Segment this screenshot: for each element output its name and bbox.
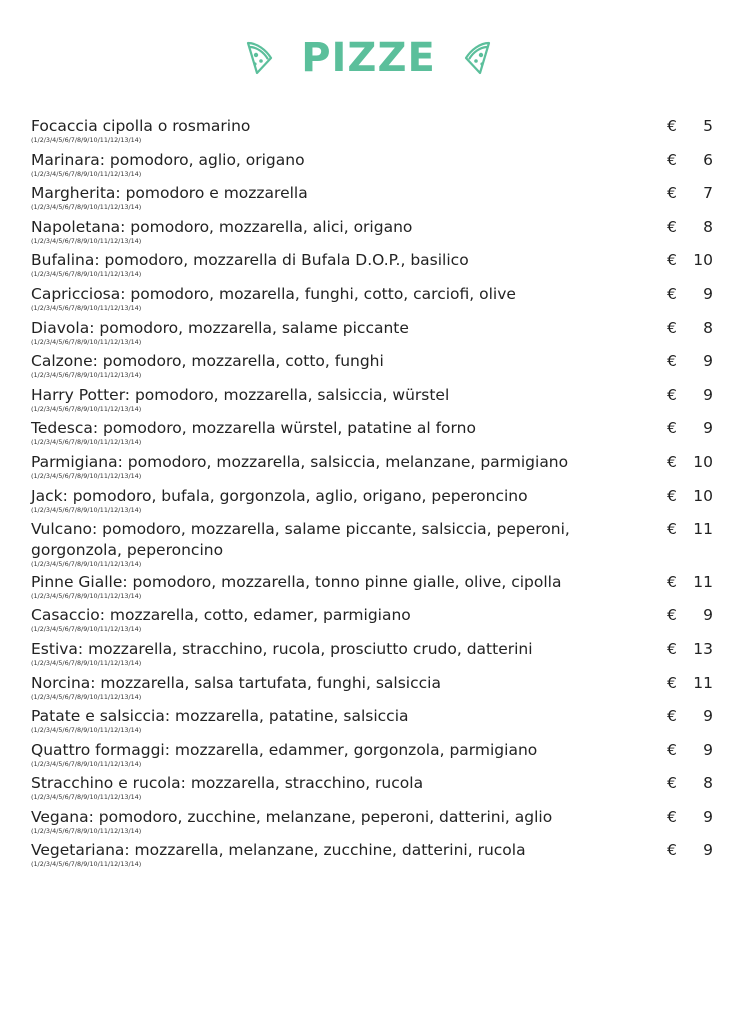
menu-item-price xyxy=(667,385,713,406)
menu-item-description: Vegana: pomodoro, zucchine, melanzane, peperoni, datterini, aglio xyxy=(31,807,553,826)
price-amount: 10 xyxy=(693,486,713,505)
menu-item xyxy=(31,840,713,874)
menu-item-description: Stracchino e rucola: mozzarella, stracchino, rucola xyxy=(31,774,424,793)
menu-item-allergens: (1/2/3/4/5/6/7/8/9/10/11/12/13/14) xyxy=(31,404,142,413)
page-header xyxy=(0,30,737,86)
menu-item-price xyxy=(667,673,713,694)
menu-item xyxy=(31,773,713,807)
menu-item-allergens: (1/2/3/4/5/6/7/8/9/10/11/12/13/14) xyxy=(31,203,142,212)
price-amount: 9 xyxy=(703,352,713,371)
menu-item xyxy=(31,740,713,774)
menu-item-text xyxy=(31,673,631,705)
pizza-menu-list xyxy=(31,116,713,874)
menu-item-allergens: (1/2/3/4/5/6/7/8/9/10/11/12/13/14) xyxy=(31,438,142,447)
menu-item-description: Estiva: mozzarella, stracchino, rucola, prosciutto crudo, datterini xyxy=(31,639,533,658)
menu-item-price xyxy=(667,486,713,507)
currency-symbol: € xyxy=(667,184,677,203)
currency-symbol: € xyxy=(667,707,677,726)
menu-item xyxy=(31,250,713,284)
currency-symbol: € xyxy=(667,419,677,438)
menu-item-allergens: (1/2/3/4/5/6/7/8/9/10/11/12/13/14) xyxy=(31,591,142,600)
menu-item-allergens: (1/2/3/4/5/6/7/8/9/10/11/12/13/14) xyxy=(31,658,142,667)
menu-item-description: Parmigiana: pomodoro, mozzarella, salsiccia, melanzane, parmigiano xyxy=(31,452,569,471)
menu-item xyxy=(31,217,713,251)
menu-item-allergens: (1/2/3/4/5/6/7/8/9/10/11/12/13/14) xyxy=(31,136,142,144)
currency-symbol: € xyxy=(667,150,677,169)
currency-symbol: € xyxy=(667,774,677,793)
menu-item-allergens: (1/2/3/4/5/6/7/8/9/10/11/12/13/14) xyxy=(31,692,142,701)
menu-item-price xyxy=(667,418,713,439)
menu-item xyxy=(31,418,713,452)
price-amount: 9 xyxy=(703,707,713,726)
menu-item-allergens: (1/2/3/4/5/6/7/8/9/10/11/12/13/14) xyxy=(31,560,142,569)
menu-item-text xyxy=(31,740,631,772)
currency-symbol: € xyxy=(667,117,677,135)
currency-symbol: € xyxy=(667,807,677,826)
menu-item-allergens: (1/2/3/4/5/6/7/8/9/10/11/12/13/14) xyxy=(31,505,142,514)
price-amount: 8 xyxy=(703,774,713,793)
price-amount: 9 xyxy=(703,807,713,826)
page-title: PIZZE xyxy=(301,35,436,81)
menu-item-allergens: (1/2/3/4/5/6/7/8/9/10/11/12/13/14) xyxy=(31,625,142,634)
price-amount: 9 xyxy=(703,740,713,759)
menu-item xyxy=(31,351,713,385)
menu-item-allergens: (1/2/3/4/5/6/7/8/9/10/11/12/13/14) xyxy=(31,169,142,178)
menu-item-text xyxy=(31,452,631,484)
menu-item-description: Vulcano: pomodoro, mozzarella, salame piccante, salsiccia, peperoni, gorgonzola, peperoncino xyxy=(31,520,570,560)
currency-symbol: € xyxy=(667,352,677,371)
price-amount: 10 xyxy=(693,452,713,471)
currency-symbol: € xyxy=(667,606,677,625)
menu-item-price xyxy=(667,519,713,540)
menu-item-description: Norcina: mozzarella, salsa tartufata, funghi, salsiccia xyxy=(31,673,441,692)
menu-item xyxy=(31,183,713,217)
currency-symbol: € xyxy=(667,639,677,658)
menu-item-description: Margherita: pomodoro e mozzarella xyxy=(31,184,308,203)
currency-symbol: € xyxy=(667,841,677,860)
menu-item-allergens: (1/2/3/4/5/6/7/8/9/10/11/12/13/14) xyxy=(31,860,142,869)
menu-item xyxy=(31,284,713,318)
price-amount: 9 xyxy=(703,419,713,438)
price-amount: 9 xyxy=(703,606,713,625)
menu-item xyxy=(31,486,713,520)
menu-item xyxy=(31,673,713,707)
menu-item-description: Bufalina: pomodoro, mozzarella di Bufala D.O.P., basilico xyxy=(31,251,469,270)
menu-item-price xyxy=(667,351,713,372)
menu-item-price xyxy=(667,452,713,473)
menu-item-price xyxy=(667,183,713,204)
menu-item-price xyxy=(667,773,713,794)
menu-item-price xyxy=(667,150,713,171)
price-amount: 9 xyxy=(703,385,713,404)
currency-symbol: € xyxy=(667,217,677,236)
menu-item-price xyxy=(667,250,713,271)
pizza-slice-icon xyxy=(239,40,275,76)
currency-symbol: € xyxy=(667,452,677,471)
currency-symbol: € xyxy=(667,572,677,591)
menu-item-text xyxy=(31,572,631,604)
menu-item-allergens: (1/2/3/4/5/6/7/8/9/10/11/12/13/14) xyxy=(31,270,142,279)
price-amount: 8 xyxy=(703,318,713,337)
menu-item-price xyxy=(667,572,713,593)
menu-item-text xyxy=(31,840,631,872)
price-amount: 11 xyxy=(693,520,713,539)
menu-item-text xyxy=(31,116,631,148)
menu-item-price xyxy=(667,807,713,828)
menu-item-text xyxy=(31,418,631,450)
menu-item xyxy=(31,452,713,486)
menu-item-description: Pinne Gialle: pomodoro, mozzarella, tonno pinne gialle, olive, cipolla xyxy=(31,572,562,591)
menu-item-text xyxy=(31,773,631,805)
menu-item-description: Napoletana: pomodoro, mozzarella, alici, origano xyxy=(31,217,413,236)
pizza-slice-icon xyxy=(462,40,498,76)
menu-item-price xyxy=(667,116,713,137)
menu-item xyxy=(31,706,713,740)
price-amount: 11 xyxy=(693,572,713,591)
currency-symbol: € xyxy=(667,284,677,303)
price-amount: 13 xyxy=(693,639,713,658)
price-amount: 11 xyxy=(693,673,713,692)
currency-symbol: € xyxy=(667,318,677,337)
menu-item-text xyxy=(31,385,631,417)
menu-item-description: Calzone: pomodoro, mozzarella, cotto, funghi xyxy=(31,352,384,371)
price-amount: 5 xyxy=(703,117,713,135)
menu-item-price xyxy=(667,284,713,305)
price-amount: 9 xyxy=(703,841,713,860)
menu-item-text xyxy=(31,318,631,350)
menu-item-price xyxy=(667,318,713,339)
menu-item-allergens: (1/2/3/4/5/6/7/8/9/10/11/12/13/14) xyxy=(31,236,142,245)
menu-item-allergens: (1/2/3/4/5/6/7/8/9/10/11/12/13/14) xyxy=(31,759,142,768)
menu-item-text xyxy=(31,284,631,316)
menu-item-description: Focaccia cipolla o rosmarino xyxy=(31,117,251,135)
price-amount: 9 xyxy=(703,284,713,303)
price-amount: 6 xyxy=(703,150,713,169)
price-amount: 7 xyxy=(703,184,713,203)
menu-item xyxy=(31,318,713,352)
menu-item-text xyxy=(31,486,631,518)
menu-item-text xyxy=(31,706,631,738)
menu-item-text xyxy=(31,351,631,383)
menu-item-text xyxy=(31,250,631,282)
currency-symbol: € xyxy=(667,673,677,692)
menu-item-text xyxy=(31,605,631,637)
menu-item-allergens: (1/2/3/4/5/6/7/8/9/10/11/12/13/14) xyxy=(31,371,142,380)
menu-item-text xyxy=(31,217,631,249)
menu-item-allergens: (1/2/3/4/5/6/7/8/9/10/11/12/13/14) xyxy=(31,726,142,735)
menu-item-description: Capricciosa: pomodoro, mozarella, funghi, cotto, carciofi, olive xyxy=(31,284,516,303)
menu-item xyxy=(31,639,713,673)
menu-item-description: Diavola: pomodoro, mozzarella, salame piccante xyxy=(31,318,409,337)
menu-item-description: Quattro formaggi: mozzarella, edammer, gorgonzola, parmigiano xyxy=(31,740,538,759)
menu-item-allergens: (1/2/3/4/5/6/7/8/9/10/11/12/13/14) xyxy=(31,793,142,802)
menu-item-text xyxy=(31,150,631,182)
menu-item-text xyxy=(31,519,631,572)
menu-item-price xyxy=(667,706,713,727)
menu-item xyxy=(31,519,713,572)
currency-symbol: € xyxy=(667,740,677,759)
menu-item-price xyxy=(667,840,713,861)
menu-item-allergens: (1/2/3/4/5/6/7/8/9/10/11/12/13/14) xyxy=(31,337,142,346)
menu-item-text xyxy=(31,183,631,215)
menu-item-description: Tedesca: pomodoro, mozzarella würstel, patatine al forno xyxy=(31,419,476,438)
menu-item-price xyxy=(667,639,713,660)
currency-symbol: € xyxy=(667,385,677,404)
currency-symbol: € xyxy=(667,251,677,270)
price-amount: 8 xyxy=(703,217,713,236)
menu-item xyxy=(31,807,713,841)
currency-symbol: € xyxy=(667,486,677,505)
menu-item-description: Marinara: pomodoro, aglio, origano xyxy=(31,150,305,169)
menu-item xyxy=(31,150,713,184)
menu-item-price xyxy=(667,740,713,761)
menu-item-description: Casaccio: mozzarella, cotto, edamer, parmigiano xyxy=(31,606,411,625)
menu-item-allergens: (1/2/3/4/5/6/7/8/9/10/11/12/13/14) xyxy=(31,471,142,480)
menu-item-price xyxy=(667,217,713,238)
price-amount: 10 xyxy=(693,251,713,270)
menu-item-description: Jack: pomodoro, bufala, gorgonzola, aglio, origano, peperoncino xyxy=(31,486,528,505)
menu-item-description: Vegetariana: mozzarella, melanzane, zucchine, datterini, rucola xyxy=(31,841,526,860)
menu-item-description: Patate e salsiccia: mozzarella, patatine, salsiccia xyxy=(31,707,409,726)
menu-item xyxy=(31,572,713,606)
menu-item-text xyxy=(31,807,631,839)
menu-item xyxy=(31,385,713,419)
currency-symbol: € xyxy=(667,520,677,539)
menu-item xyxy=(31,605,713,639)
menu-item xyxy=(31,116,713,150)
menu-item-allergens: (1/2/3/4/5/6/7/8/9/10/11/12/13/14) xyxy=(31,303,142,312)
menu-item-text xyxy=(31,639,631,671)
menu-item-description: Harry Potter: pomodoro, mozzarella, salsiccia, würstel xyxy=(31,385,450,404)
menu-item-allergens: (1/2/3/4/5/6/7/8/9/10/11/12/13/14) xyxy=(31,826,142,835)
menu-item-price xyxy=(667,605,713,626)
